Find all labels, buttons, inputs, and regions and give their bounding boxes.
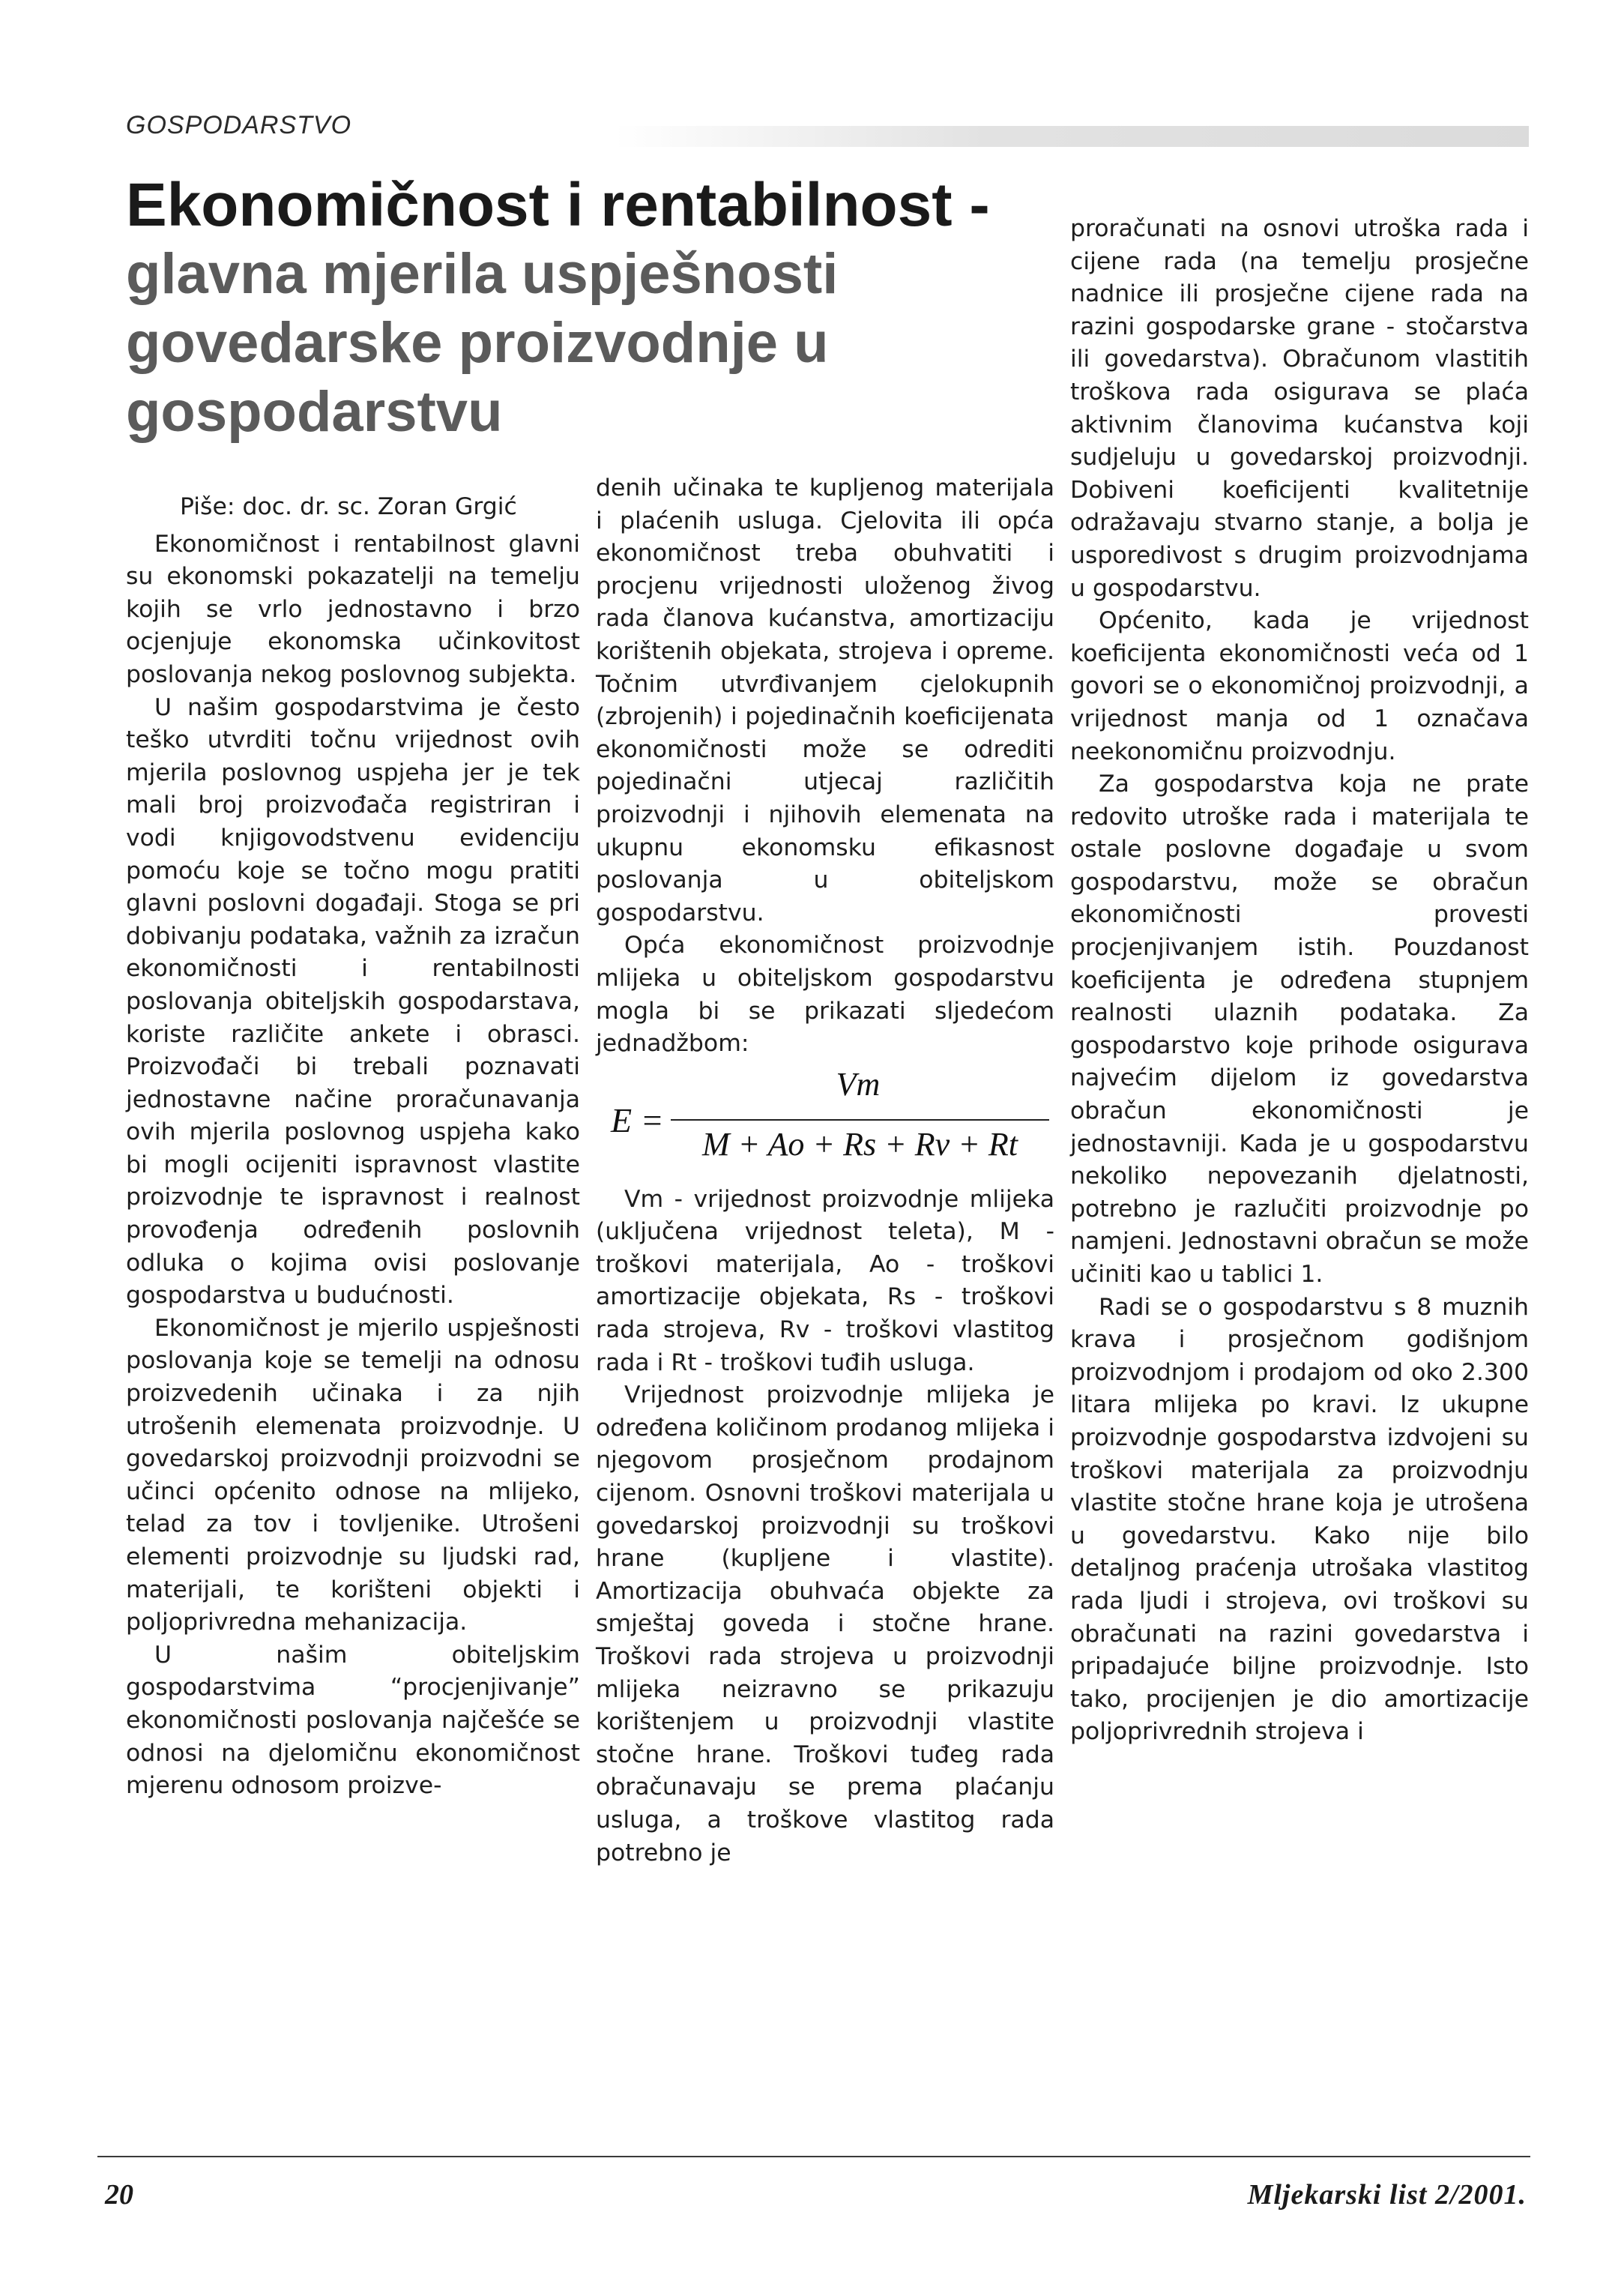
formula-lhs: E = xyxy=(611,1100,664,1139)
byline: Piše: doc. dr. sc. Zoran Grgić xyxy=(171,491,517,524)
col3-paragraph-1: proračunati na osnovi utroška rada i cijene rada (na temelju prosječne nadnice ili prosječne cijene rada na razini gospodarske grane - stočarstva ili govedarstva). Obračunom vlastitih troškova rada osigurava se plaća aktivnim članovima kućanstva koji sudjeluju u govedarskoj proizvodnji. Dobiveni koeficijenti kvalitetnije odražavaju stvarno stanje, a bolja je usporedivost s drugim proizvodnjama u gospodarstvu. xyxy=(1070,215,1529,602)
col2-paragraph-3: Vm - vrijednost proizvodnje mlijeka (uključena vrijednost teleta), M - troškovi materijala, Ao - troškovi amortizacije objekata, Rs - troškovi rada strojeva, Rv - troškovi vlastitog rada i Rt - troškovi tuđih usluga. xyxy=(596,1185,1054,1376)
col1-paragraph-1: Ekonomičnost i rentabilnost glavni su ekonomski pokazatelji na temelju kojih se vrlo jednostavno i brzo ocjenjuje ekonomska učinkovitost poslovanja nekog poslovnog subjekta. xyxy=(126,530,580,688)
article-title xyxy=(126,171,1048,447)
col3-paragraph-3: Za gospodarstva koja ne prate redovito utroške rada i materijala te ostale poslovne događaje u svom gospodarstvu, može se obračun ekonomičnosti provesti procjenjivanjem istih. Pouzdanost koeficijenta je određena stupnjem realnosti ulaznih podataka. Za gospodarstvo koje prihode osigurava najvećim dijelom iz govedarstva obračun ekonomičnosti je jednostavniji. Kada je u gospodarstvu nekoliko nepovezanih djelatnosti, potrebno je razlučiti proizvodnje po namjeni. Jednostavni obračun se može učiniti kao u tablici 1. xyxy=(1070,771,1529,1288)
footer-rule xyxy=(97,2156,1530,2157)
col2-paragraph-1: denih učinaka te kupljenog materijala i plaćenih usluga. Cjelovita ili opća ekonomičnost treba obuhvatiti i procjenu vrijednosti uloženog živog rada članova kućanstva, amortizaciju korištenih objekata, strojeva i opreme. Točnim utvrđivanjem cjelokupnih (zbrojenih) i pojedinačnih koeficijenata ekonomičnosti može se odrediti pojedinačni utjecaj različitih proizvodnji i njihovih elemenata na ukupnu ekonomsku efikasnost poslovanja u obiteljskom gospodarstvu. xyxy=(596,474,1054,926)
column-1 xyxy=(126,491,580,1803)
page-number: 20 xyxy=(105,2179,133,2211)
col2-paragraph-4: Vrijednost proizvodnje mlijeka je određena količinom prodanog mlijeka i njegovom prosječnom prodajnom cijenom. Osnovni troškovi materijala u govedarskoj proizvodnji su troškovi hrane (kupljene i vlastite). Amortizacija obuhvaća objekte za smještaj goveda i stočne hrane. Troškovi rada strojeva u proizvodnji mlijeka neizravno se prikazuju korištenjem u proizvodnji vlastite stočne hrane. Troškovi tuđeg rada obračunavaju se prema plaćanju usluga, a troškove vlastitog rada potrebno je xyxy=(596,1381,1054,1866)
title-rest: glavna mjerila uspješnosti govedarske proizvodnje u gospodarstvu xyxy=(126,242,839,444)
column-3 xyxy=(1070,213,1529,1749)
title-line-1: Ekonomičnost i rentabilnost - xyxy=(126,171,990,239)
section-label: GOSPODARSTVO xyxy=(126,111,352,139)
formula-fraction-bar xyxy=(671,1119,1049,1121)
header-bar xyxy=(615,126,1529,147)
journal-name: Mljekarski list 2/2001. xyxy=(1247,2179,1527,2211)
formula xyxy=(596,1065,1054,1176)
column-2 xyxy=(596,472,1054,1869)
formula-numerator: Vm xyxy=(836,1065,881,1103)
col1-paragraph-2: U našim gospodarstvima je često teško utvrditi točnu vrijednost ovih mjerila poslovnog uspjeha jer je tek mali broj proizvođača registriran i vodi knjigovodstvenu evidenciju pomoću koje se točno mogu pratiti glavni poslovni događaji. Stoga se pri dobivanju podataka, važnih za izračun ekonomičnosti i rentabilnosti poslovanja obiteljskih gospodarstava, koriste različite ankete i obrasci. Proizvođači bi trebali poznavati jednostavne načine proračunavanja ovih mjerila poslovnog uspjeha kako bi mogli ocijeniti ispravnost vlastite proizvodnje te ispravnost i realnost provođenja određenih poslovnih odluka o kojima ovisi poslovanje gospodarstva u budućnosti. xyxy=(126,693,580,1310)
formula-denominator: M + Ao + Rs + Rv + Rt xyxy=(701,1125,1018,1163)
col3-paragraph-4: Radi se o gospodarstvu s 8 muznih krava i prosječnom godišnjom proizvodnjom i prodajom od oko 2.300 litara mlijeka po kravi. Iz ukupne proizvodnje gospodarstva izdvojeni su troškovi materijala za proizvodnju vlastite stočne hrane koja je utrošena u govedarstvu. Kako nije bilo detaljnog praćenja utrošaka vlastitog rada ljudi i strojeva, ovi troškovi su obračunati na razini govedarstva i pripadajuće biljne proizvodnje. Isto tako, procijenjen je dio amortizacije poljoprivrednih strojeva i xyxy=(1070,1293,1529,1746)
col2-paragraph-2: Opća ekonomičnost proizvodnje mlijeka u obiteljskom gospodarstvu mogla bi se prikazati sljedećom jednadžbom: xyxy=(596,932,1054,1058)
col1-paragraph-3: Ekonomičnost je mjerilo uspješnosti poslovanja koje se temelji na odnosu proizvedenih učinaka i za njih utrošenih elemenata proizvodnje. U govedarskoj proizvodnji proizvodni se učinci općenito odnose na mlijeko, telad za tov i tovljenike. Utrošeni elementi proizvodnje su ljudski rad, materijali, te korišteni objekti i poljoprivredna mehanizacija. xyxy=(126,1314,580,1636)
col3-paragraph-2: Općenito, kada je vrijednost koeficijenta ekonomičnosti veća od 1 govori se o ekonomičnoj proizvodnji, a vrijednost manja od 1 označava neekonomičnu proizvodnju. xyxy=(1070,607,1529,765)
col1-paragraph-4: U našim obiteljskim gospodarstvima “procjenjivanje” ekonomičnosti poslovanja najčešće se odnosi na djelomičnu ekonomičnost mjerenu odnosom proizve- xyxy=(126,1641,580,1800)
